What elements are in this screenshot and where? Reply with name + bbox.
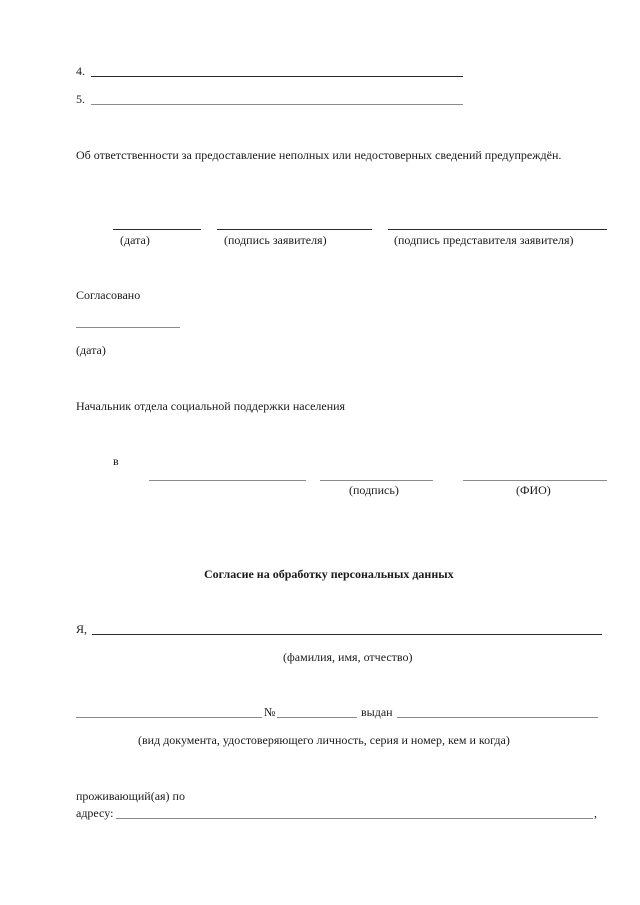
applicant-signature-line[interactable] xyxy=(217,229,372,230)
address-label: адресу: xyxy=(76,806,114,820)
address-line[interactable] xyxy=(116,818,593,819)
head-name-line[interactable] xyxy=(463,480,607,481)
applicant-signature-caption: (подпись заявителя) xyxy=(224,233,327,247)
issued-by-line[interactable] xyxy=(397,717,598,718)
agreed-label: Согласовано xyxy=(76,288,141,302)
head-name-caption: (ФИО) xyxy=(516,483,551,497)
representative-signature-line[interactable] xyxy=(388,229,607,230)
representative-signature-caption: (подпись представителя заявителя) xyxy=(394,233,574,247)
residing-label: проживающий(ая) по xyxy=(76,789,185,803)
i-prefix: Я, xyxy=(76,622,88,636)
full-name-hint: (фамилия, имя, отчество) xyxy=(283,650,413,664)
document-hint: (вид документа, удостоверяющего личность, серия и номер, кем и когда) xyxy=(138,733,510,747)
number-sign: № xyxy=(264,705,276,719)
document-type-line[interactable] xyxy=(76,717,262,718)
approval-date-line[interactable] xyxy=(76,327,180,328)
address-end-comma: , xyxy=(594,806,597,820)
head-signature-caption: (подпись) xyxy=(349,483,399,497)
date-line[interactable] xyxy=(113,229,201,230)
in-prefix: в xyxy=(113,454,119,468)
department-line[interactable] xyxy=(149,480,306,481)
liability-notice: Об ответственности за предоставление неполных или недостоверных сведений предупреждён. xyxy=(76,148,562,162)
consent-title: Согласие на обработку персональных данных xyxy=(204,567,454,581)
item-5-line[interactable] xyxy=(91,104,463,105)
item-4-number: 4. xyxy=(76,64,85,78)
head-signature-line[interactable] xyxy=(320,480,433,481)
item-5-number: 5. xyxy=(76,92,85,106)
document-number-line[interactable] xyxy=(277,717,357,718)
full-name-line[interactable] xyxy=(92,634,602,635)
issued-label: выдан xyxy=(361,705,393,719)
date-caption: (дата) xyxy=(120,233,150,247)
item-4-line[interactable] xyxy=(91,76,463,77)
approval-date-caption: (дата) xyxy=(76,343,106,357)
head-title: Начальник отдела социальной поддержки населения xyxy=(76,399,346,413)
